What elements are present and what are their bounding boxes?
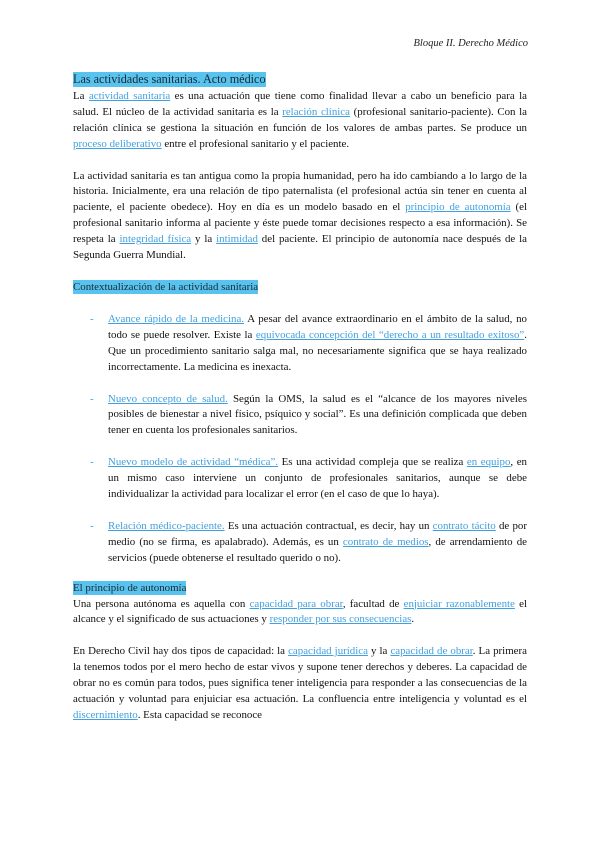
text-run: del paciente. El principio de autonomía nace después de la Segunda Guerra Mundial. bbox=[73, 233, 527, 262]
text-run: entre el profesional sanitario y el paciente. bbox=[161, 137, 350, 150]
dash-bullet: - bbox=[90, 312, 94, 325]
text-run: Una persona autónoma es aquella con bbox=[73, 597, 250, 610]
text-run: Es una actuación contractual, es decir, hay un bbox=[224, 519, 433, 532]
link-concepcion-derecho[interactable]: equivocada concepción del “derecho a un resultado exitoso” bbox=[255, 328, 525, 341]
link-principio-autonomia[interactable]: principio de autonomía bbox=[405, 201, 511, 214]
text-run: , de arrendamiento de servicios (puede obtenerse el resultado querido o no). bbox=[108, 535, 527, 564]
link-proceso-deliberativo[interactable]: proceso deliberativo bbox=[73, 137, 162, 150]
link-capacidad-juridica[interactable]: capacidad jurídica bbox=[288, 645, 368, 658]
link-responder-consecuencias[interactable]: responder por sus consecuencias bbox=[269, 613, 412, 626]
link-relacion-clinica[interactable]: relación clínica bbox=[282, 105, 350, 118]
link-discernimiento[interactable]: discernimiento bbox=[73, 709, 138, 721]
text-run: , en un mismo caso interviene un conjunto de profesionales sanitarios, aunque se debe individualizar la actividad para localizar el error (en el caso de que lo haya). bbox=[108, 456, 527, 501]
spacer bbox=[73, 296, 527, 312]
text-run: el alcance y el significado de sus actuaciones y bbox=[73, 597, 527, 626]
text-run: A pesar del avance extraordinario en el ámbito de la salud, no todo se puede resolver. Existe la bbox=[108, 312, 528, 341]
list-item bbox=[73, 455, 527, 503]
list-item bbox=[73, 519, 527, 567]
dash-bullet: - bbox=[90, 456, 94, 469]
link-intimidad[interactable]: intimidad bbox=[216, 233, 258, 246]
page-body bbox=[73, 72, 527, 724]
spacer bbox=[73, 153, 527, 169]
section-title-actividades: Las actividades sanitarias. Acto médico bbox=[73, 72, 266, 86]
link-capacidad-para-obrar[interactable]: capacidad para obrar bbox=[249, 597, 343, 610]
bullet-list bbox=[73, 312, 527, 567]
spacer bbox=[73, 264, 527, 280]
paragraph-historia bbox=[73, 169, 527, 264]
section-principio-autonomia bbox=[73, 581, 527, 724]
spacer bbox=[73, 628, 527, 644]
section-actividades-sanitarias bbox=[73, 72, 527, 264]
dash-bullet: - bbox=[90, 392, 94, 405]
section-title-contextualizacion: Contextualización de la actividad sanitaria bbox=[73, 280, 259, 293]
text-run: . bbox=[411, 613, 415, 626]
text-run: y la bbox=[191, 233, 217, 246]
section-title-autonomia: El principio de autonomía bbox=[73, 581, 187, 594]
text-run: , facultad de bbox=[342, 597, 404, 610]
list-item bbox=[73, 312, 527, 376]
text-run: La bbox=[73, 89, 89, 102]
link-capacidad-de-obrar[interactable]: capacidad de obrar bbox=[390, 645, 473, 658]
text-run: (el profesional sanitario informa al paciente y éste puede tomar decisiones respecto a esa información). Se respeta la bbox=[73, 201, 527, 246]
text-run: . Esta capacidad se reconoce bbox=[137, 709, 262, 721]
text-run: . Que un procedimiento sanitario salga mal, no necesariamente significa que se haya realizado incorrectamente. La medicina es inexacta. bbox=[108, 328, 527, 373]
link-en-equipo[interactable]: en equipo bbox=[466, 456, 511, 469]
running-header: Bloque II. Derecho Médico bbox=[413, 38, 528, 49]
list-item bbox=[73, 392, 527, 440]
text-run: es una actuación que tiene como finalidad llevar a cabo un beneficio para la salud. El núcleo de la actividad sanitaria es la bbox=[73, 89, 527, 118]
text-run: (profesional sanitario-paciente). Con la relación clínica se gestiona la situación en función de los valores de ambas partes. Se produce un bbox=[73, 105, 528, 134]
text-run: . La primera la tenemos todos por el mero hecho de estar vivos y supone tener derechos y deberes. La capacidad de obrar no es común para todos, pues significa tener inteligencia para responder a las consecuencias de la actuación y voluntad para enjuiciar esa actuación. La confluencia entre inteligencia y voluntad es el bbox=[73, 645, 527, 706]
link-actividad-sanitaria[interactable]: actividad sanitaria bbox=[88, 89, 171, 102]
text-run: de por medio (no se firma, es apalabrado). Además, es un bbox=[108, 519, 527, 548]
link-relacion-medico-paciente[interactable]: Relación médico-paciente. bbox=[108, 519, 225, 532]
paragraph-persona-autonoma bbox=[73, 597, 527, 629]
section-contextualizacion bbox=[73, 280, 527, 567]
dash-bullet: - bbox=[90, 519, 94, 532]
link-contrato-tacito[interactable]: contrato tácito bbox=[432, 519, 496, 532]
link-avance-medicina[interactable]: Avance rápido de la medicina. bbox=[108, 312, 245, 325]
link-contrato-medios[interactable]: contrato de medios bbox=[342, 535, 429, 548]
text-run: Según la OMS, la salud es el “alcance de los mayores niveles posibles de bienestar a nivel físico, psíquico y social”. Es una definición complicada que deben tener en cuenta los profesionales sanitarios. bbox=[108, 392, 527, 437]
link-modelo-actividad[interactable]: Nuevo modelo de actividad “médica”. bbox=[108, 456, 279, 469]
text-run: En Derecho Civil hay dos tipos de capacidad: la bbox=[73, 645, 289, 658]
link-concepto-salud[interactable]: Nuevo concepto de salud. bbox=[108, 392, 228, 405]
paragraph-derecho-civil bbox=[73, 644, 527, 724]
link-enjuiciar-razonablemente[interactable]: enjuiciar razonablemente bbox=[403, 597, 515, 610]
paragraph-actividad-sanitaria bbox=[73, 89, 527, 153]
text-run: Es una actividad compleja que se realiza bbox=[278, 456, 467, 469]
text-run: y la bbox=[367, 645, 391, 658]
text-run: La actividad sanitaria es tan antigua como la propia humanidad, pero ha ido cambiando a lo largo de la historia. Inicialmente, era una relación de tipo paternalista (el profesional actúa sin tener en cuenta al paciente, el paciente obedece). Hoy en día es un modelo basado en el bbox=[73, 169, 527, 214]
link-integridad-fisica[interactable]: integridad física bbox=[119, 233, 192, 246]
